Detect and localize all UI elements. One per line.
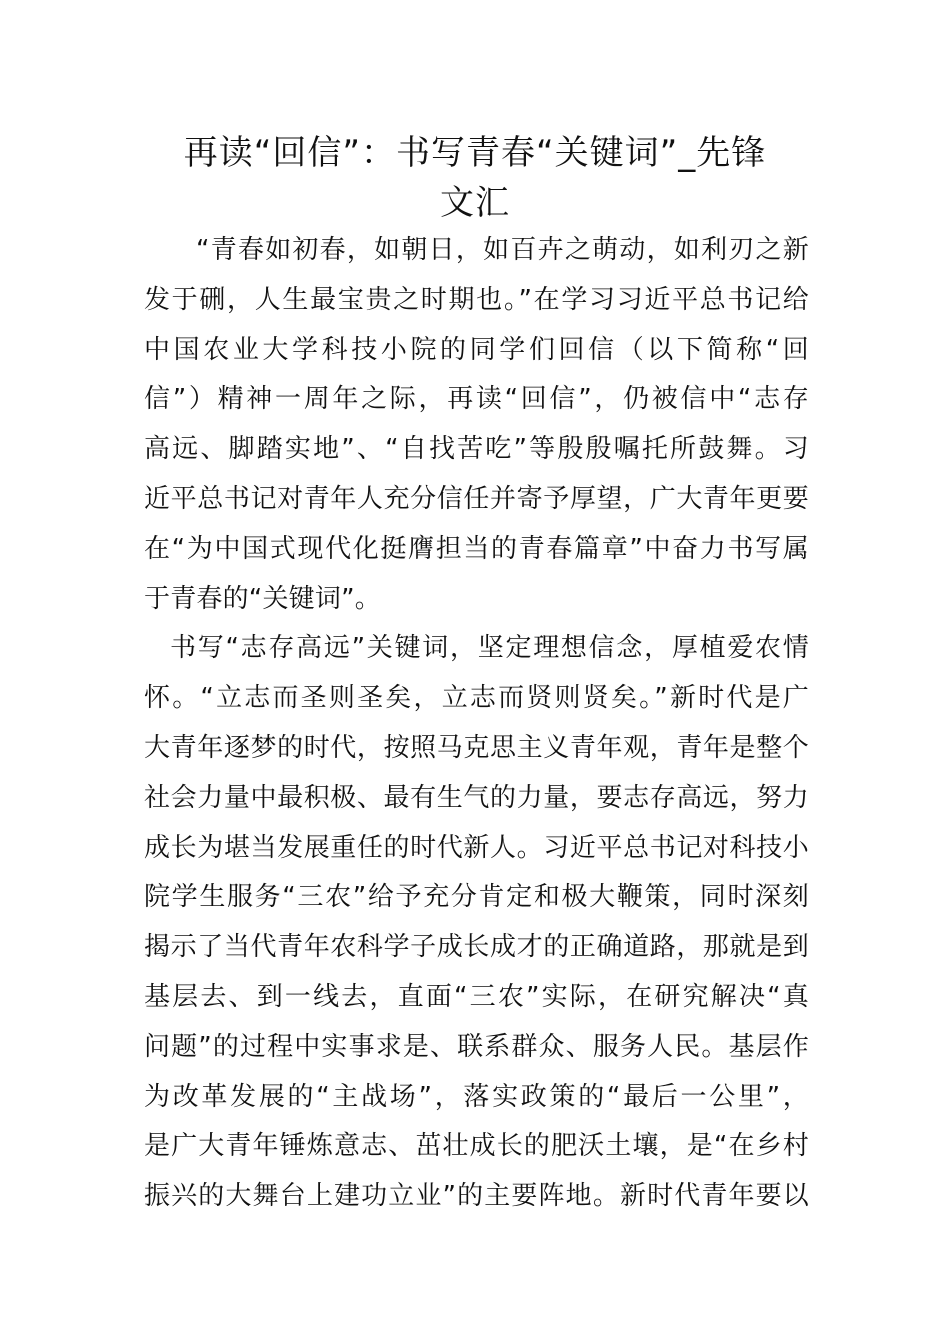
body-line: 大青年逐梦的时代，按照马克思主义青年观，青年是整个 <box>144 732 809 763</box>
body-line: “青春如初春，如朝日，如百卉之萌动，如利刃之新 <box>196 235 809 265</box>
body-line: 社会力量中最积极、最有生气的力量，要志存高远，努力 <box>144 782 809 813</box>
body-line: 院学生服务“三农”给予充分肯定和极大鞭策，同时深刻 <box>144 882 809 913</box>
body-line: 基层去、到一线去，直面“三农”实际，在研究解决“真 <box>144 981 809 1012</box>
body-line: 揭示了当代青年农科学子成长成才的正确道路，那就是到 <box>144 932 809 963</box>
body-line: 中国农业大学科技小院的同学们回信（以下简称“回 <box>144 334 809 365</box>
body-line: 在“为中国式现代化挺膺担当的青春篇章”中奋力书写属 <box>144 533 809 564</box>
body-line: 于青春的“关键词”。 <box>144 583 381 614</box>
body-line: 书写“志存高远”关键词，坚定理想信念，厚植爱农情 <box>170 633 809 664</box>
title-line-1: 再读“回信”：书写青春“关键词”_先锋 <box>183 133 767 173</box>
body-line: 成长为堪当发展重任的时代新人。习近平总书记对科技小 <box>144 832 809 863</box>
body-line: 高远、脚踏实地”、“自找苦吃”等殷殷嘱托所鼓舞。习 <box>144 434 809 465</box>
body-line: 为改革发展的“主战场”，落实政策的“最后一公里”， <box>144 1081 809 1112</box>
body-line: 发于硎，人生最宝贵之时期也。”在学习习近平总书记给 <box>144 284 809 315</box>
body-line: 怀。“立志而圣则圣矣，立志而贤则贤矣。”新时代是广 <box>144 683 809 714</box>
body-line: 振兴的大舞台上建功立业”的主要阵地。新时代青年要以 <box>144 1181 809 1212</box>
document-body <box>144 226 809 1222</box>
title-line-2: 文汇 <box>440 183 510 223</box>
body-line: 信”）精神一周年之际，再读“回信”，仍被信中“志存 <box>144 384 809 415</box>
document-title <box>140 128 810 228</box>
body-line: 问题”的过程中实事求是、联系群众、服务人民。基层作 <box>144 1031 809 1062</box>
body-line: 是广大青年锤炼意志、茁壮成长的肥沃土壤，是“在乡村 <box>144 1131 809 1162</box>
body-line: 近平总书记对青年人充分信任并寄予厚望，广大青年更要 <box>144 483 809 514</box>
